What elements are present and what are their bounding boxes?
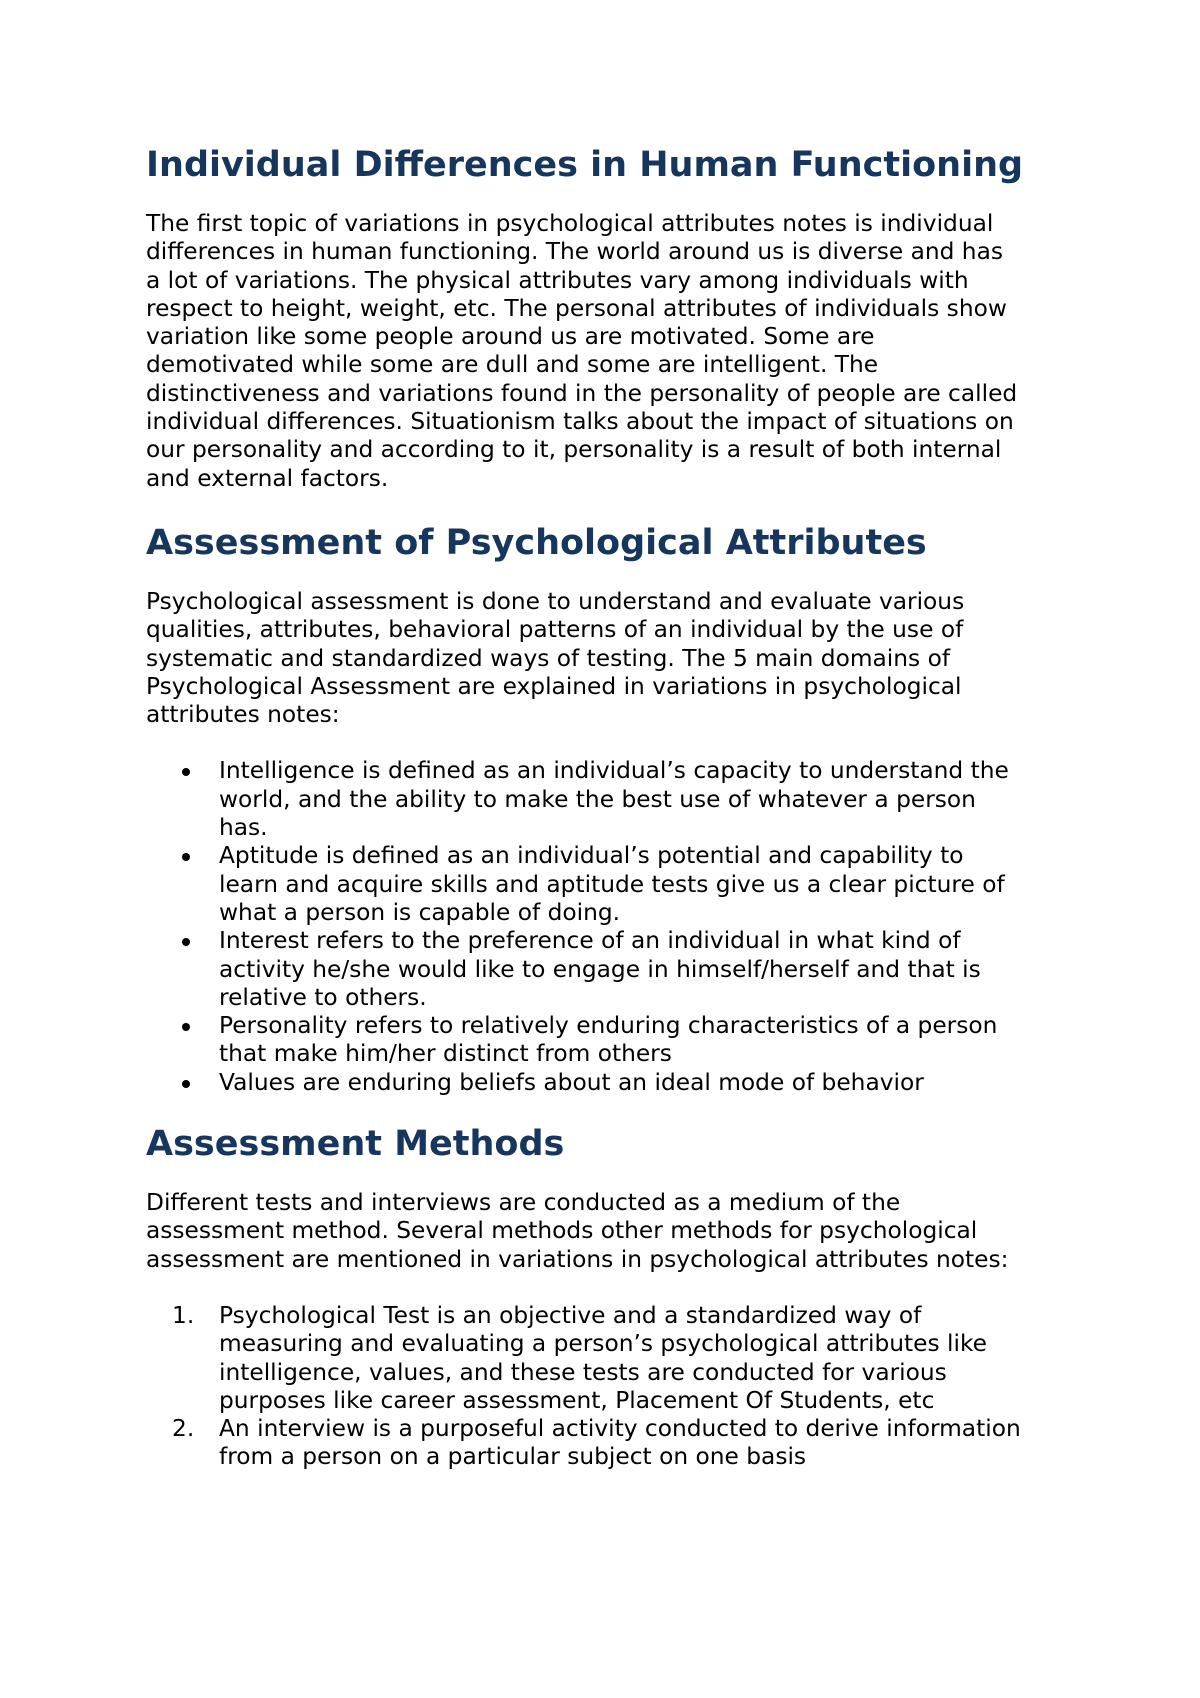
section-heading: Assessment of Psychological Attributes [146, 522, 927, 563]
list-item-text: Interest refers to the preference of an individual in what kind of activity he/she would like to engage in himself/herself and that is relative to others. [219, 927, 981, 1011]
list-item-text: Aptitude is defined as an individual’s potential and capability to learn and acquire skills and aptitude tests give us a clear picture of what a person is capable of doing. [219, 842, 1005, 926]
list-item-text: Intelligence is defined as an individual’s capacity to understand the world, and the ability to make the best use of whatever a person has. [219, 757, 1009, 842]
list-item-text: An interview is a purposeful activity conducted to derive information from a person on a particular subject on one basis [219, 1415, 1021, 1471]
section-assessment-of-attributes [146, 518, 1066, 1097]
bullet-icon [182, 768, 190, 776]
section-heading: Individual Differences in Human Functioning [146, 145, 1024, 185]
bullet-icon [182, 938, 190, 946]
list-item [146, 1415, 1066, 1472]
list-item [146, 927, 1066, 1012]
list-item-text: Personality refers to relatively enduring characteristics of a person that make him/her distinct from others [219, 1012, 998, 1068]
section-paragraph: Different tests and interviews are conducted as a medium of the assessment method. Several methods other methods for psychological assessment are mentioned in variations in psychological attributes notes: [146, 1189, 1009, 1273]
list-item [146, 1302, 1066, 1415]
list-number: 1. [172, 1301, 195, 1329]
list-item-text: Values are enduring beliefs about an ideal mode of behavior [219, 1068, 924, 1096]
list-item [146, 1069, 1066, 1097]
list-item [146, 1012, 1066, 1069]
section-assessment-methods [146, 1119, 1066, 1472]
methods-numbered-list [146, 1302, 1066, 1472]
list-item-text: Psychological Test is an objective and a standardized way of measuring and evaluating a person’s psychological attributes like intelligence, values, and these tests are conducted for various purposes like career assessment, Placement Of Students, etc [219, 1301, 988, 1414]
section-paragraph: The first topic of variations in psychological attributes notes is individual differences in human functioning. The world around us is diverse and has a lot of variations. The physical attributes vary among individuals with respect to height, weight, etc. The personal attributes of individuals show variation like some people around us are motivated. Some are demotivated while some are dull and some are intelligent. The distinctiveness and variations found in the personality of people are called individual differences. Situationism talks about the impact of situations on our personality and according to it, personality is a result of both internal and external factors. [146, 210, 1018, 492]
document-page [146, 140, 1066, 1472]
list-number: 2. [172, 1415, 195, 1443]
bullet-icon [182, 853, 190, 861]
domains-bullet-list [146, 757, 1066, 1097]
bullet-icon [182, 1023, 190, 1031]
section-heading: Assessment Methods [146, 1124, 565, 1165]
list-item [146, 842, 1066, 927]
bullet-icon [182, 1080, 190, 1088]
section-paragraph: Psychological assessment is done to understand and evaluate various qualities, attributes, behavioral patterns of an individual by the use of systematic and standardized ways of testing. The 5 main domains of Psychological Assessment are explained in variations in psychological attributes notes: [146, 587, 965, 729]
section-individual-differences [146, 140, 1066, 493]
list-item [146, 757, 1066, 842]
